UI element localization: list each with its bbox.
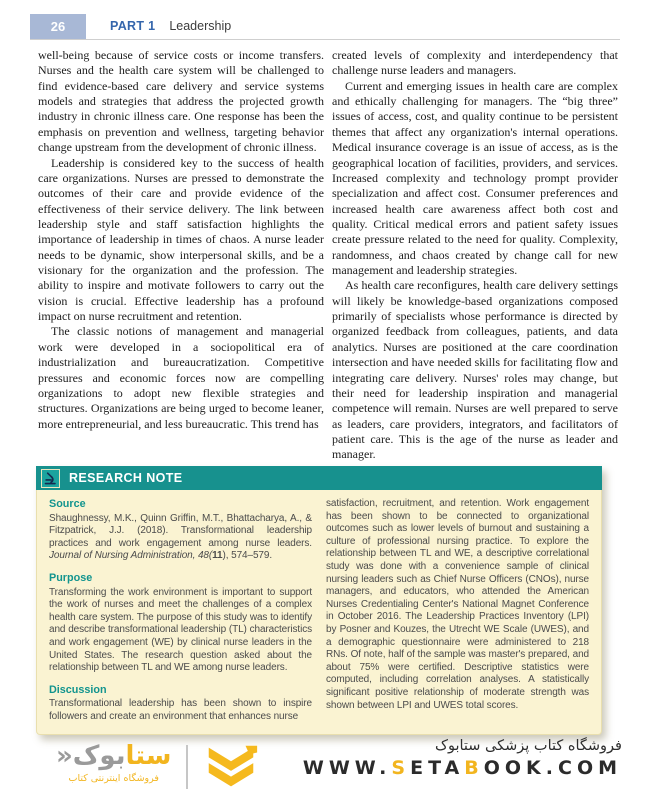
source-citation [49,513,312,563]
part-title: Leadership [169,19,232,33]
setabook-tagline: فروشگاه اینترنتی کتاب [68,772,159,784]
discussion-heading: Discussion [49,683,107,696]
page-number-badge: 26 [30,14,86,39]
research-note-right-column [326,498,589,724]
research-note-left-column [49,498,312,724]
microscope-icon [41,469,60,488]
citation-pages: ), 574–579. [222,550,273,562]
setabook-wordmark [56,742,171,771]
body-paragraph: Leadership is considered key to the success of health care organizations. Nurses are pressed to demonstrate the outcomes of their care and provide evidence of the effectiveness of their service delivery. The link between leadership style and staff satisfaction highlights the importance of leadership in times of chaos. A nurse leader needs to be dynamic, show interpersonal skills, and be a visionary for the organization and the profession. The ability to inspire and motivate followers to carry out the vision is crucial. Effective leadership has a profound impact on nurse recruitment and retention. [38,155,324,324]
url-part-accent: S [391,757,411,779]
citation-text: Shaughnessy, M.K., Quinn Griffin, M.T., Bhattacharya, A., & Fitzpatrick, J.J. (2018). Transformational leadership practices and work engagement among nurse leaders. [49,512,312,549]
discussion-text-right: satisfaction, recruitment, and retention. Work engagement has been shown to be connected to organizational outcomes such as lower levels of burnout and sustaining a culture of professional nursing practice. To explore the relationship between TL and WE, a descriptive correlational study was done with a convenience sample of clinical nursing leaders such as Chief Nurse Officers (CNOs), nurse managers, and educators, who attended the American Nurses Credentialing Center's National Magnet Conference in October 2016. The Leadership Practices Inventory (LPI) by Posner and Kouzes, the Utrecht WE Scale (UWES), and a demographic questionnaire were administered to 218 RNs. Of note, half of the sample was master's prepared, and about 75% were certified. Descriptive statistics were computed, including correlation analyses. A statistically significant positive relationship of moderate strength was shown between LPI and UWES total scores. [326,498,589,711]
research-note-box [36,466,602,735]
issue-number: 11 [212,550,223,562]
body-paragraph: Current and emerging issues in health care are complex and ethically challenging for managers. The “big three” issues of access, cost, and quality continue to be persistent themes that affect any organization's internal operations. Medical insurance coverage is an issue of access, as is the geographical location of facilities, providers, and services. Increased complexity and technology prompt provider specialization and affect cost. Consumer preferences and increased health care awareness affect both cost and quality. Critical medical errors and patient safety issues create pressure related to the need for quality. Complexity, randomness, and chaos created by change call for new management and leadership strategies. [332,78,618,278]
setabook-logo [56,742,261,795]
research-note-header [36,466,602,490]
discussion-text-left: Transformational leadership has been shown to inspire followers and create an environment that enhances nurse [49,698,312,722]
wordmark-guillemet: « [56,741,73,771]
source-heading: Source [49,498,86,510]
body-columns [38,48,618,463]
store-title: فروشگاه کتاب پزشکی ستابوک [434,738,622,754]
wordmark-rest: بوک [72,741,126,771]
url-part: ETA [410,757,465,779]
website-url[interactable] [303,757,622,779]
wordmark-accent: ستا [125,741,172,771]
setabook-wordmark-block [56,742,171,784]
part-label: PART 1 [110,19,156,33]
research-note-title: RESEARCH NOTE [69,471,183,485]
body-paragraph: The classic notions of management and managerial work were developed in a sociopolitical era of industrialization and bureaucratization. Competitive pressures and economic forces now are compelling organizations to adopt new flexible strategies and structures. Organizations are being urged to become leaner, more entrepreneurial, and less bureaucratic. This trend has [38,324,324,431]
logo-divider [186,745,188,789]
url-part: OOK.COM [483,757,622,779]
footer-right-block [303,738,622,779]
purpose-text: Transforming the work environment is important to support the work of nurses and meet the challenges of a complex health care system. The purpose of this study was to identify and describe transformational leadership (TL) characteristics and work engagement (WE) by clinical nurse leaders in the United States. The research question asked about the relationship between TL and WE among nurse leaders. [49,586,312,674]
setabook-chevron-icon [201,743,261,795]
journal-name: Journal of Nursing Administration, 48( [49,550,213,562]
footer [0,738,650,796]
purpose-heading: Purpose [49,571,93,584]
url-part-accent: B [464,757,484,779]
left-column [38,48,324,463]
url-part: WWW. [302,757,392,779]
page-header [30,13,620,40]
research-note-body [37,490,601,734]
body-paragraph: created levels of complexity and interdependency that challenge nurse leaders and managers. [332,48,618,78]
right-column [332,48,618,463]
body-paragraph: As health care reconfigures, health care delivery settings will likely be knowledge-based organizations composed primarily of specialists whose performance is directed by organized feedback from colleagues, patients, and data analytics. Nurses are positioned at the care coordination intersection and have needed skills for facilitating flow and integrating care delivery. Nurses' roles may change, but their need for leadership inspiration and managerial competence will remain. Nurses are well prepared to serve as leaders, care providers, integrators, and facilitators of patient care. This is the age of the nurse as leader and manager. [332,278,618,462]
body-paragraph: well-being because of service costs or income transfers. Nurses and the health care system will be challenged to find evidence-based care delivery and service systems models and strategies that address the projected growth industry in chronic illness care. One response has been the emphasis on prevention and wellness, targeting behavior change upstream from the development of chronic illness. [38,48,324,155]
